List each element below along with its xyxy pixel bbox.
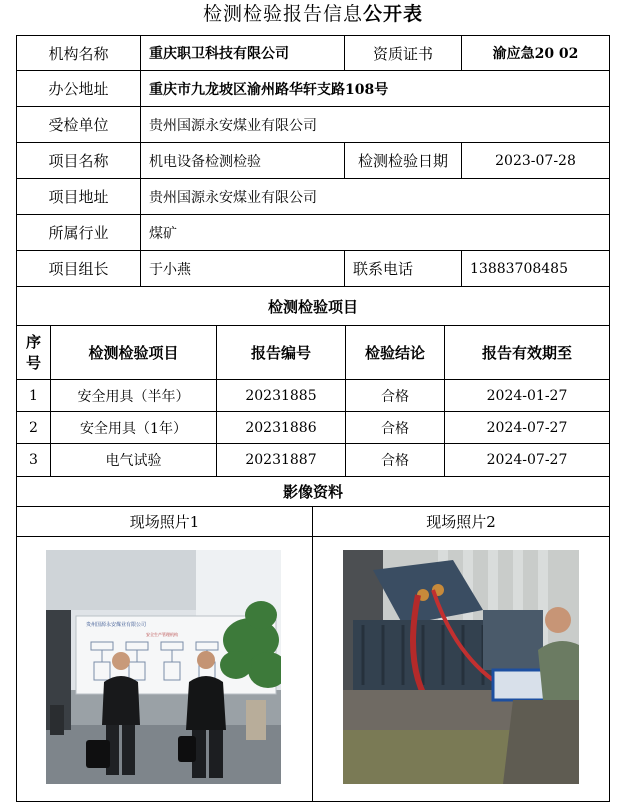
project-name-label: 项目名称	[16, 142, 141, 179]
table-row-report: 20231886	[216, 411, 346, 444]
org-label: 机构名称	[16, 35, 141, 71]
address-label: 办公地址	[16, 70, 141, 107]
project-site-value: 贵州国源永安煤业有限公司	[140, 178, 610, 215]
table-row-report: 20231885	[216, 379, 346, 412]
table-row-result: 合格	[345, 411, 445, 444]
phone-label: 联系电话	[344, 250, 462, 287]
org-value: 重庆职卫科技有限公司	[140, 35, 345, 71]
table-row-result: 合格	[345, 379, 445, 412]
project-name-value: 机电设备检测检验	[140, 142, 345, 179]
table-row-seq: 1	[16, 379, 51, 412]
inspection-date-label: 检测检验日期	[344, 142, 462, 179]
board-sub-text: 安全生产管理机构	[146, 632, 178, 637]
table-row-seq: 3	[16, 443, 51, 477]
board-heading-text: 贵州国源永安煤业有限公司	[86, 622, 147, 628]
table-row-seq: 2	[16, 411, 51, 444]
cert-label: 资质证书	[344, 35, 462, 71]
table-row-valid: 2024-07-27	[444, 411, 610, 444]
inspected-unit-value: 贵州国源永安煤业有限公司	[140, 106, 610, 143]
cert-value: 渝应急20 02	[461, 35, 610, 71]
col-header-result: 检验结论	[345, 325, 445, 380]
table-row-item: 安全用具（1年）	[50, 411, 217, 444]
col-header-valid: 报告有效期至	[444, 325, 610, 380]
inspected-unit-label: 受检单位	[16, 106, 141, 143]
col-header-report: 报告编号	[216, 325, 346, 380]
team-leader-value: 于小燕	[140, 250, 345, 287]
items-section-title: 检测检验项目	[16, 286, 610, 326]
address-value: 重庆市九龙坡区渝州路华轩支路108号	[140, 70, 610, 107]
photo2-label: 现场照片2	[312, 506, 610, 537]
table-row-result: 合格	[345, 443, 445, 477]
inspection-date-value: 2023-07-28	[461, 142, 610, 179]
phone-value: 13883708485	[461, 250, 610, 287]
table-row-valid: 2024-01-27	[444, 379, 610, 412]
table-row-item: 电气试验	[50, 443, 217, 477]
table-row-item: 安全用具（半年）	[50, 379, 217, 412]
col-header-seq: 序号	[16, 325, 51, 380]
page-title: 检测检验报告信息公开表	[202, 3, 424, 25]
industry-value: 煤矿	[140, 214, 610, 251]
table-row-report: 20231887	[216, 443, 346, 477]
site-photo-2	[343, 550, 579, 784]
industry-label: 所属行业	[16, 214, 141, 251]
site-photo-1	[46, 550, 281, 784]
photo1-label: 现场照片1	[16, 506, 313, 537]
table-row-valid: 2024-07-27	[444, 443, 610, 477]
images-section-title: 影像资料	[16, 476, 610, 507]
project-site-label: 项目地址	[16, 178, 141, 215]
team-leader-label: 项目组长	[16, 250, 141, 287]
col-header-item: 检测检验项目	[50, 325, 217, 380]
